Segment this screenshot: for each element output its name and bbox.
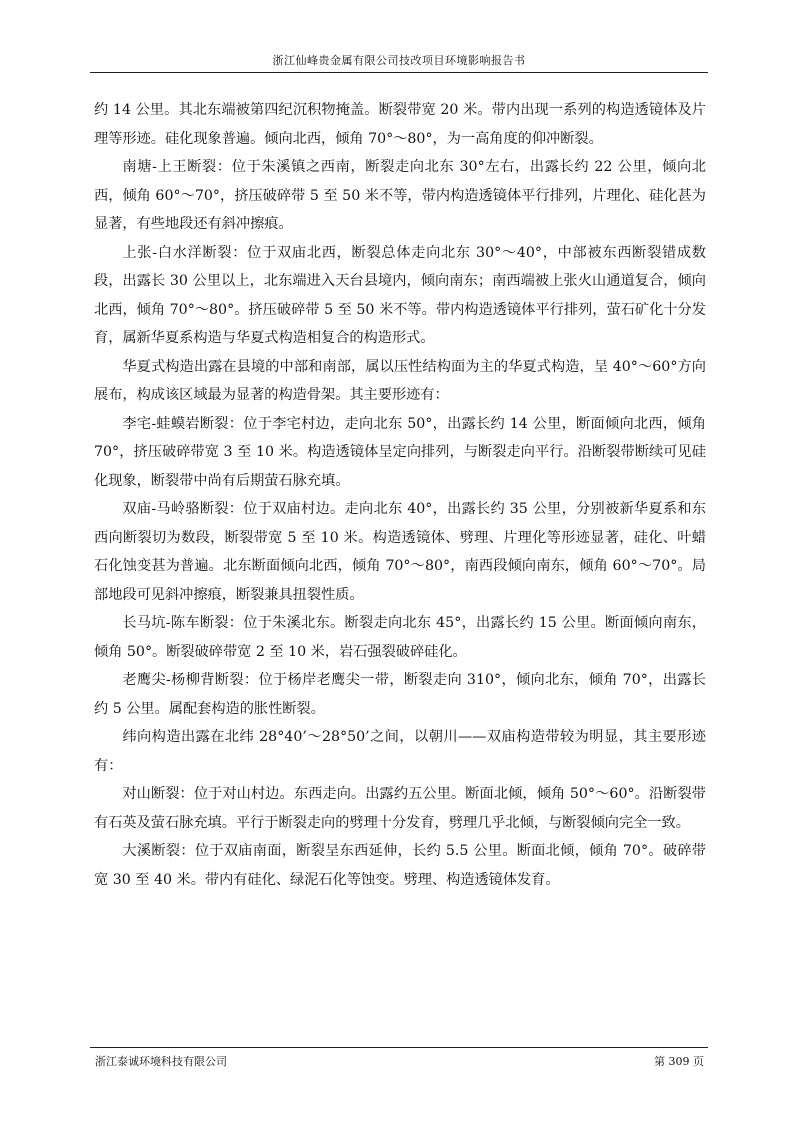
paragraph-nantang-shangwang-fault: 南塘-上王断裂：位于朱溪镇之西南，断裂走向北东 30°左右，出露长约 22 公里，倾向北西，倾角 60°～70°，挤压破碎带 5 至 50 米不等，带内构造透镜体平行排列，片理化、硅化甚为显著，有些地段还有斜冲擦痕。 xyxy=(94,159,706,232)
footer-divider xyxy=(90,1047,708,1048)
paragraph-shuangmiao-malingluo-fault: 双庙-马岭骆断裂：位于双庙村边。走向北东 40°，出露长约 35 公里，分别被新华夏系和东西向断裂切为数段，断裂带宽 5 至 10 米。构造透镜体、劈理、片理化等形迹显著，硅化、叶蜡石化蚀变甚为普遍。北东断面倾向北西，倾角 70°～80°，南西段倾向南东，倾角 60°～70°。局部地段可见斜冲擦痕，断裂兼具扭裂性质。 xyxy=(94,501,706,603)
paragraph-continuation: 约 14 公里。其北东端被第四纪沉积物掩盖。断裂带宽 20 米。带内出现一系列的构造透镜体及片理等形迹。硅化现象普遍。倾向北西，倾角 70°～80°，为一高角度的仰冲断裂。 xyxy=(94,102,706,147)
page-header-title: 浙江仙峰贵金属有限公司技改项目环境影响报告书 xyxy=(272,54,526,67)
header-divider xyxy=(90,72,708,73)
footer-page-number: 第 309 页 xyxy=(654,1055,704,1068)
paragraph-latitudinal-structure: 纬向构造出露在北纬 28°40’～28°50’之间，以朝川——双庙构造带较为明显，其主要形迹有： xyxy=(94,729,706,774)
paragraph-laoyingjian-yangliubei-fault: 老鹰尖-杨柳背断裂：位于杨岸老鹰尖一带，断裂走向 310°，倾向北东，倾角 70°，出露长约 5 公里。属配套构造的胀性断裂。 xyxy=(94,672,706,717)
paragraph-shangzhang-baishuiyang-fault: 上张-白水洋断裂：位于双庙北西，断裂总体走向北东 30°～40°，中部被东西断裂错成数段，出露长 30 公里以上，北东端进入天台县境内，倾向南东；南西端被上张火山通道复合，倾向北西，倾角 70°～80°。挤压破碎带 5 至 50 米不等。带内构造透镜体平行排列，萤石矿化十分发育，属新华夏系构造与华夏式构造相复合的构造形式。 xyxy=(94,244,706,346)
paragraph-duishan-fault: 对山断裂：位于对山村边。东西走向。出露约五公里。断面北倾，倾角 50°～60°。沿断裂带有石英及萤石脉充填。平行于断裂走向的劈理十分发育，劈理几乎北倾，与断裂倾向完全一致。 xyxy=(94,786,706,831)
footer-company: 浙江泰诚环境科技有限公司 xyxy=(95,1055,227,1068)
document-body xyxy=(94,96,706,894)
paragraph-lizhai-wamayan-fault: 李宅-蛙蟆岩断裂：位于李宅村边，走向北东 50°，出露长约 14 公里，断面倾向北西，倾角 70°，挤压破碎带宽 3 至 10 米。构造透镜体呈定向排列，与断裂走向平行。沿断裂带断续可见硅化现象，断裂带中尚有后期萤石脉充填。 xyxy=(94,415,706,489)
paragraph-daxi-fault: 大溪断裂：位于双庙南面，断裂呈东西延伸，长约 5.5 公里。断面北倾，倾角 70°。破碎带宽 30 至 40 米。带内有硅化、绿泥石化等蚀变。劈理、构造透镜体发育。 xyxy=(94,843,706,888)
paragraph-changmakeng-chenche-fault: 长马坑-陈车断裂：位于朱溪北东。断裂走向北东 45°，出露长约 15 公里。断面倾向南东，倾角 50°。断裂破碎带宽 2 至 10 米，岩石强裂破碎硅化。 xyxy=(94,615,706,660)
paragraph-huaxia-structure: 华夏式构造出露在县境的中部和南部，属以压性结构面为主的华夏式构造，呈 40°～60°方向展布，构成该区域最为显著的构造骨架。其主要形迹有： xyxy=(94,358,706,403)
